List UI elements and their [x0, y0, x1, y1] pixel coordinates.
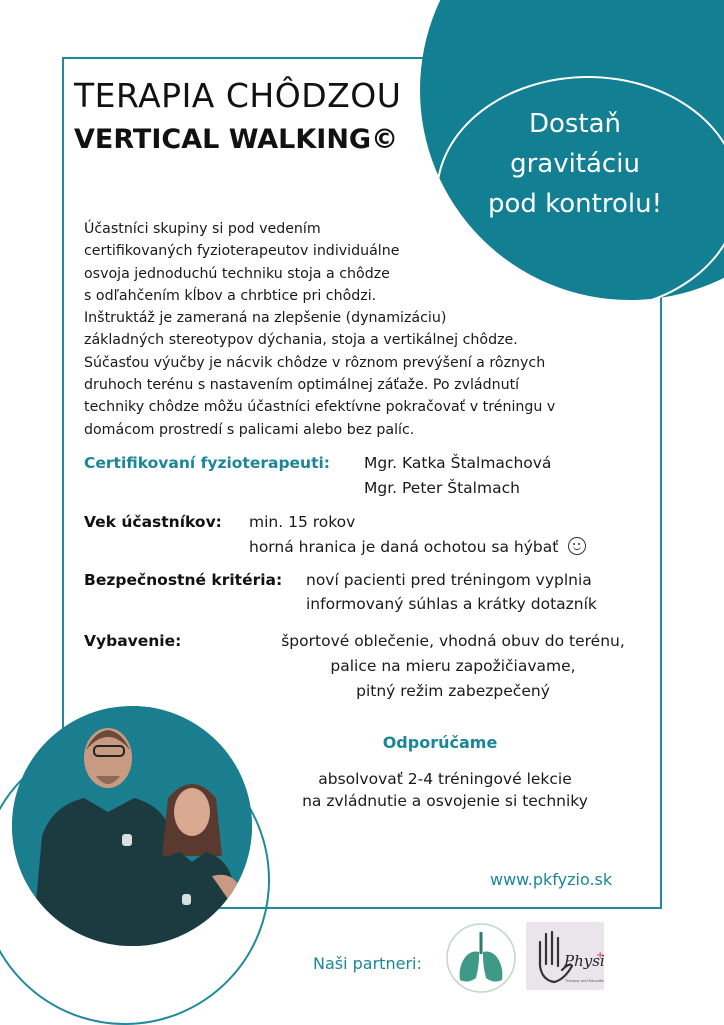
equipment-value: pitný režim zabezpečený	[356, 682, 550, 700]
intro-line: domácom prostredí s palicami alebo bez palíc.	[84, 421, 415, 438]
equipment-label: Vybavenie:	[84, 632, 182, 650]
intro-line: techniky chôdze môžu účastníci efektívne pokračovať v tréningu v	[84, 399, 556, 416]
therapist-name: Mgr. Katka Štalmachová	[364, 454, 552, 472]
recommend-line: na zvládnutie a osvojenie si techniky	[302, 792, 588, 810]
svg-text:+: +	[596, 950, 604, 961]
safety-label: Bezpečnostné kritéria:	[84, 571, 283, 589]
slogan-line: Dostaň	[528, 109, 622, 139]
partner-logo-lungs	[444, 922, 518, 994]
intro-line: Účastníci skupiny si pod vedením	[84, 221, 321, 237]
safety-value: noví pacienti pred tréningom vyplnia	[306, 571, 592, 589]
recommend-line: absolvovať 2-4 tréningové lekcie	[318, 770, 572, 788]
lungs-icon	[444, 922, 518, 994]
therapist-name: Mgr. Peter Štalmach	[364, 479, 520, 497]
slogan-line: pod kontrolu!	[487, 189, 663, 219]
therapists-photo	[12, 706, 252, 946]
intro-line: Inštruktáž je zameraná na zlepšenie (dynamizáciu)	[84, 310, 447, 327]
intro-line: osvoja jednoduchú techniku stoja a chôdze	[84, 265, 390, 282]
hand-icon	[526, 922, 604, 990]
slogan	[455, 104, 695, 224]
intro-line: základných stereotypov dýchania, stoja a vertikálnej chôdze.	[84, 332, 518, 349]
therapists-label: Certifikovaní fyzioterapeuti:	[84, 454, 331, 472]
slogan-line: gravitáciu	[510, 149, 640, 179]
intro-line: Súčasťou výučby je nácvik chôdze v rôznom prevýšení a rôznych	[84, 354, 546, 371]
age-note-text: horná hranica je daná ochotou sa hýbať	[249, 538, 559, 556]
intro-line: s odľahčením kĺbov a chrbtice pri chôdzi.	[84, 287, 377, 304]
physio-wordmark: Phys	[564, 952, 600, 970]
intro-line: certifikovaných fyzioterapeutov individuálne	[84, 243, 400, 260]
age-note	[249, 537, 586, 556]
partner-logo-physio	[526, 922, 604, 990]
partners-label: Naši partneri:	[313, 954, 422, 973]
page-subtitle: VERTICAL WALKING©	[74, 124, 399, 155]
photo-illustration	[12, 706, 252, 946]
recommend-text	[270, 768, 620, 812]
website-link[interactable]: www.pkfyzio.sk	[490, 870, 613, 889]
age-label: Vek účastníkov:	[84, 513, 222, 531]
intro-line: druhoch terénu s nastavením optimálnej záťaže. Po zvládnutí	[84, 377, 520, 394]
page-title: TERAPIA CHÔDZOU	[74, 76, 402, 115]
equipment-value: palice na mieru zapožičiavame,	[330, 657, 576, 675]
physio-subtitle: Therapy and Educati	[565, 979, 603, 983]
safety-value: informovaný súhlas a krátky dotazník	[306, 595, 597, 613]
recommend-heading: Odporúčame	[382, 733, 498, 752]
intro-paragraph	[84, 218, 644, 441]
age-value: min. 15 rokov	[249, 513, 356, 531]
equipment-value: športové oblečenie, vhodná obuv do terénu,	[281, 632, 625, 650]
smiley-icon	[568, 537, 586, 555]
